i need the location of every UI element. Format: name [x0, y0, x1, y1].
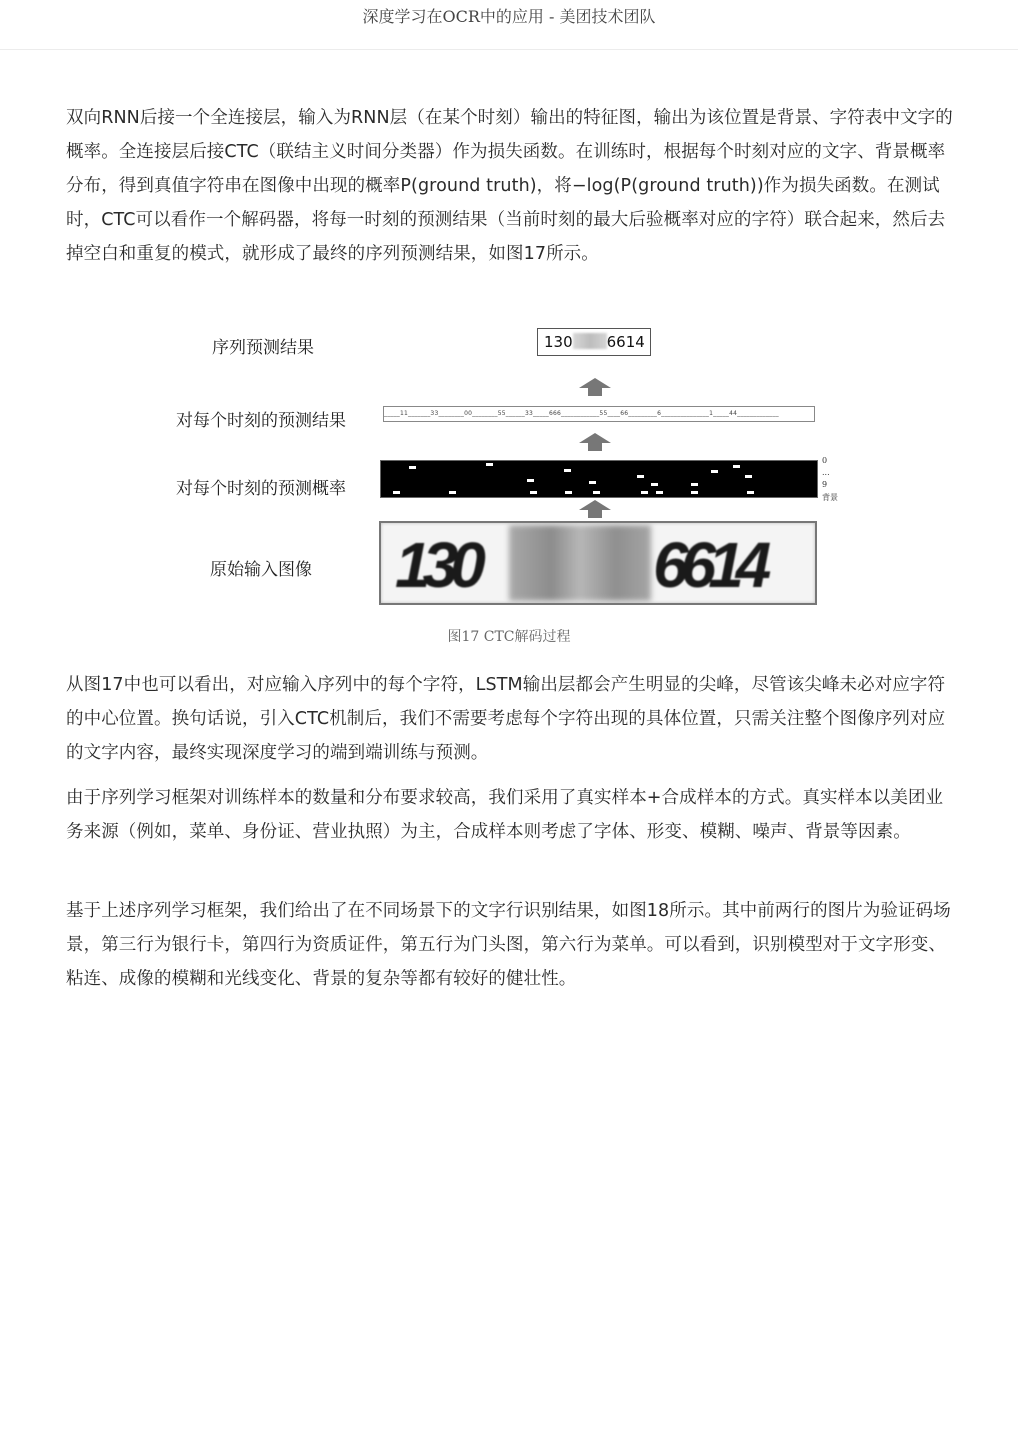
- figure-caption: 图17 CTC解码过程: [447, 629, 571, 645]
- prob-peak: [651, 483, 658, 486]
- prob-peak: [486, 463, 493, 466]
- paragraph-ctc-peaks: 从图17中也可以看出，对应输入序列中的每个字符，LSTM输出层都会产生明显的尖峰，尽管该尖峰未必对应字符的中心位置。换句话说，引入CTC机制后，我们不需要考虑每个字符出现的具体位置，只需关注整个图像序列对应的文字内容，最终实现深度学习的端到端训练与预测。: [66, 675, 946, 763]
- probability-map: [380, 460, 818, 498]
- prob-peak: [691, 483, 698, 486]
- up-arrow-icon: [579, 500, 611, 518]
- step-sequence-text: _____11_______33________00________55______33_____666____________55____66_________6_______________1_____44_____________: [384, 410, 779, 417]
- label-per-step-prob: 对每个时刻的预测概率: [176, 479, 346, 499]
- page-title: 深度学习在OCR中的应用 - 美团技术团队: [362, 7, 656, 26]
- prob-peak: [449, 491, 456, 494]
- result-prefix: 130: [544, 333, 573, 351]
- sequence-result-box: [537, 328, 651, 356]
- label-per-step-result: 对每个时刻的预测结果: [176, 411, 346, 431]
- prob-peak: [656, 491, 663, 494]
- prob-peak: [691, 491, 698, 494]
- axis-label-zero: 0: [822, 456, 828, 465]
- axis-label-dots: ...: [822, 468, 830, 477]
- input-blur-mask: [509, 525, 651, 601]
- input-digits-suffix: 6614: [653, 529, 764, 601]
- prob-peak: [530, 491, 537, 494]
- up-arrow-icon: [579, 378, 611, 396]
- prob-peak: [564, 469, 571, 472]
- prob-peak: [527, 479, 534, 482]
- prob-peak: [393, 491, 400, 494]
- input-digits-prefix: 130: [395, 529, 478, 601]
- prob-peak: [593, 491, 600, 494]
- per-step-result-strip: [383, 406, 815, 422]
- prob-peak: [641, 491, 648, 494]
- paragraph-ctc-intro: 双向RNN后接一个全连接层，输入为RNN层（在某个时刻）输出的特征图，输出为该位置是背景、字符表中文字的概率。全连接层后接CTC（联结主义时间分类器）作为损失函数。在训练时，根据每个时刻对应的文字、背景概率分布，得到真值字符串在图像中出现的概率P(ground truth)，将−log(P(ground truth))作为损失函数。在测试时，CTC可以看作一个解码器，将每一时刻的预测结果（当前时刻的最大后验概率对应的字符）联合起来，然后去掉空白和重复的模式，就形成了最终的序列预测结果，如图17所示。: [66, 108, 953, 264]
- prob-peak: [637, 475, 644, 478]
- page-header: [0, 0, 1018, 50]
- prob-peak: [733, 465, 740, 468]
- axis-label-nine: 9: [822, 480, 828, 489]
- label-input-image: 原始输入图像: [210, 560, 312, 580]
- up-arrow-icon: [579, 433, 611, 451]
- prob-peak: [565, 491, 572, 494]
- paragraph-training-samples: 由于序列学习框架对训练样本的数量和分布要求较高，我们采用了真实样本+合成样本的方式。真实样本以美团业务来源（例如，菜单、身份证、营业执照）为主，合成样本则考虑了字体、形变、模糊、噪声、背景等因素。: [66, 788, 944, 842]
- result-suffix: 6614: [606, 333, 645, 351]
- prob-peak: [745, 475, 752, 478]
- prob-peak: [589, 481, 596, 484]
- prob-peak: [747, 491, 754, 494]
- label-sequence-result: 序列预测结果: [212, 338, 314, 358]
- result-blur-mask: [573, 333, 607, 349]
- paragraph-recognition-results: 基于上述序列学习框架，我们给出了在不同场景下的文字行识别结果，如图18所示。其中前两行的图片为验证码场景，第三行为银行卡，第四行为资质证件，第五行为门头图，第六行为菜单。可以看到，识别模型对于文字形变、粘连、成像的模糊和光线变化、背景的复杂等都有较好的健壮性。: [66, 901, 951, 989]
- original-input-image: [379, 521, 817, 605]
- axis-label-background: 背景: [822, 493, 838, 502]
- prob-peak: [711, 470, 718, 473]
- prob-peak: [409, 466, 416, 469]
